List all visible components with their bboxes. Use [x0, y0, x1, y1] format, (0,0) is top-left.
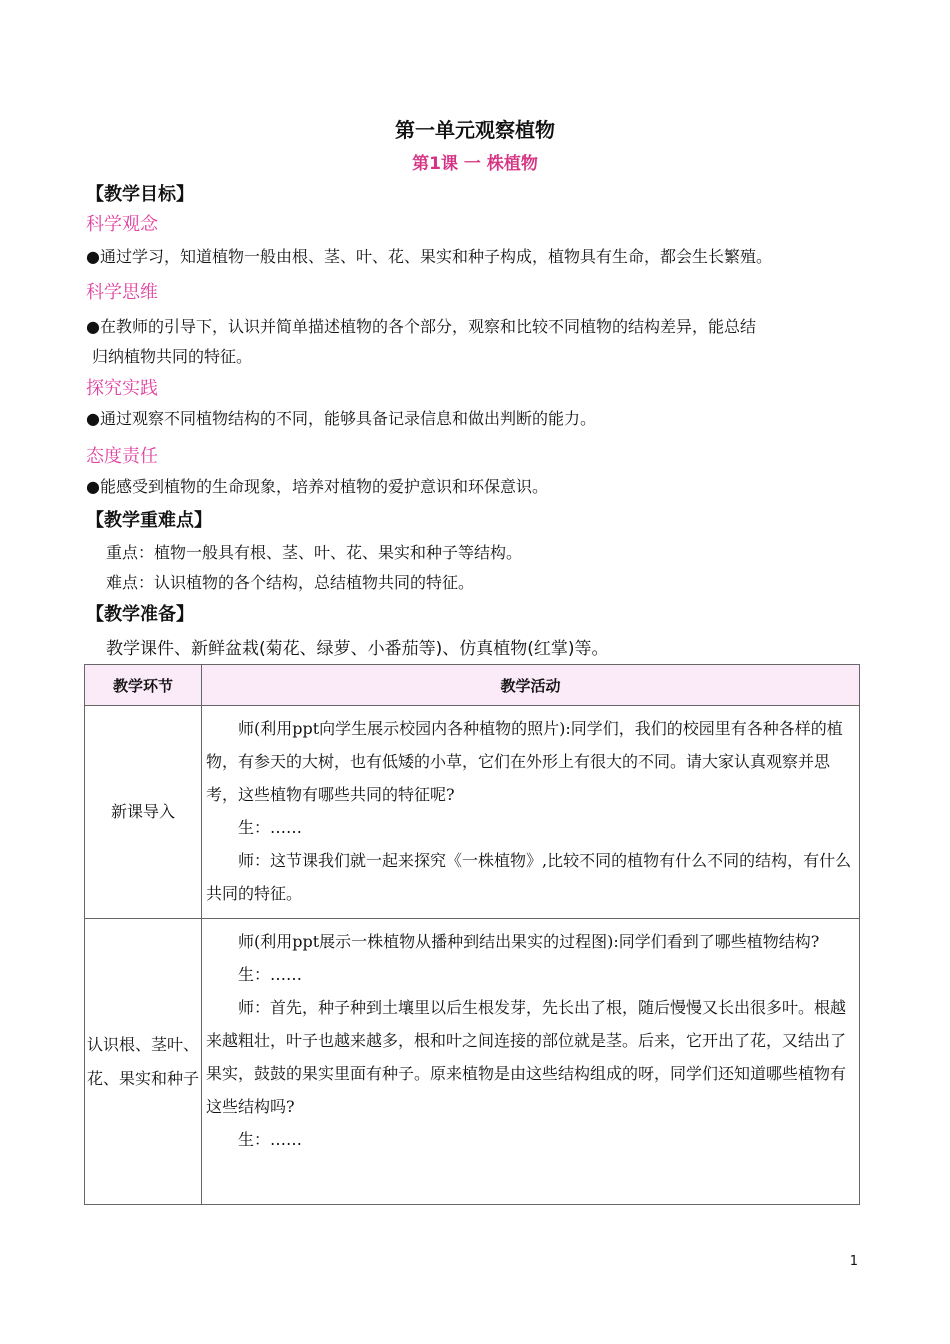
goal-label-attitude: 态度责任 — [86, 446, 158, 467]
activity-paragraph: 师：首先，种子种到土壤里以后生根发芽，先长出了根，随后慢慢又长出很多叶。根越来越粗壮，叶子也越来越多，根和叶之间连接的部位就是茎。后来，它开出了花，又结出了果实，鼓鼓的果实里面有种子。原来植物是由这些结构组成的呀，同学们还知道哪些植物有这些结构吗? — [206, 998, 847, 1116]
goal-text-inquiry-practice: ●通过观察不同植物结构的不同，能够具备记录信息和做出判断的能力。 — [86, 409, 596, 428]
page-number: 1 — [849, 1254, 858, 1269]
stage-cell: 新课导入 — [85, 706, 202, 919]
key-point-focus: 重点：植物一般具有根、茎、叶、花、果实和种子等结构。 — [106, 543, 523, 562]
goal-label-inquiry-practice: 探究实践 — [86, 378, 158, 399]
stage-cell: 认识根、茎叶、花、果实和种子 — [85, 919, 202, 1205]
activity-paragraph: 师：这节课我们就一起来探究《一株植物》,比较不同的植物有什么不同的结构，有什么共同的特征。 — [206, 851, 852, 903]
table-row — [85, 706, 860, 919]
goals-heading: 【教学目标】 — [86, 184, 194, 205]
activity-cell — [202, 919, 860, 1205]
goal-label-science-thinking: 科学思维 — [86, 282, 158, 303]
goal-text-science-thinking-line1: ●在教师的引导下，认识并简单描述植物的各个部分，观察和比较不同植物的结构差异，能总结 — [86, 317, 756, 336]
activity-paragraph: 生：…… — [238, 818, 303, 837]
header-activity: 教学活动 — [202, 665, 860, 706]
prep-text: 教学课件、新鲜盆栽(菊花、绿萝、小番茄等)、仿真植物(红掌)等。 — [106, 639, 609, 659]
goal-text-science-concept: ●通过学习，知道植物一般由根、茎、叶、花、果实和种子构成，植物具有生命，都会生长繁殖。 — [86, 247, 772, 266]
key-point-difficulty: 难点：认识植物的各个结构，总结植物共同的特征。 — [106, 573, 475, 592]
document-title: 第一单元观察植物 — [395, 118, 555, 142]
lesson-subtitle: 第1课 一 株植物 — [412, 154, 538, 174]
activity-paragraph: 生：…… — [238, 1130, 303, 1149]
goal-label-science-concept: 科学观念 — [86, 214, 158, 235]
lesson-table — [84, 664, 860, 1205]
activity-paragraph: 师(利用ppt向学生展示校园内各种植物的照片):同学们，我们的校园里有各种各样的植物，有参天的大树，也有低矮的小草，它们在外形上有很大的不同。请大家认真观察并思考，这些植物有哪些共同的特征呢? — [206, 719, 843, 804]
activity-paragraph: 师(利用ppt展示一株植物从播种到结出果实的过程图):同学们看到了哪些植物结构? — [238, 932, 820, 951]
header-stage: 教学环节 — [85, 665, 202, 706]
table-header-row — [85, 665, 860, 706]
goal-text-attitude: ●能感受到植物的生命现象，培养对植物的爱护意识和环保意识。 — [86, 477, 548, 496]
activity-paragraph: 生：…… — [238, 965, 303, 984]
key-points-heading: 【教学重难点】 — [86, 510, 212, 531]
prep-heading: 【教学准备】 — [86, 604, 194, 625]
goal-text-science-thinking-line2: 归纳植物共同的特征。 — [92, 347, 253, 366]
activity-cell — [202, 706, 860, 919]
table-row — [85, 919, 860, 1205]
